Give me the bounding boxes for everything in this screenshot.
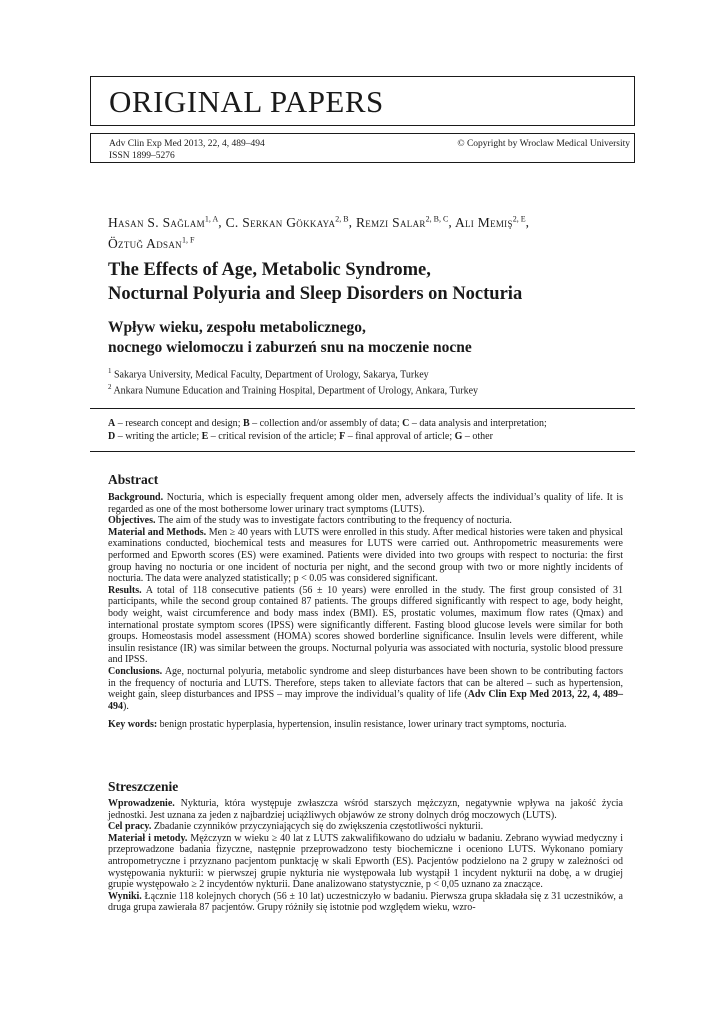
author: Öztuğ Adsan$^{1, F}$ [108, 235, 195, 251]
abstract-methods: Material and Methods. Men ≥ 40 years with LUTS were enrolled in this study. After medical histories were taken and physical examinations conducted, biochemical tests and measures for LUTS were carried out. Anthropometric measurements were performed and Epworth scores (ES) were examined. Patients were divided into two groups with respect to nocturia: the first group having no nocturia or one incident of nocturia per night, and the second group with two or more nightly incidents of nocturia. The data were analyzed statistically; p < 0.05 was considered significant. [108, 526, 624, 585]
affiliation: $^1$ Sakarya University, Medical Faculty, Department of Urology, Sakarya, Turkey [108, 367, 429, 381]
author-list: Hasan S. Sağlam$^{1, A}$, C. Serkan Gökkaya$^{2, B}$, Remzi Salar$^{2, B, C}$, Ali Memiş$^{2, E}$, Öztuğ Adsan$^{1, F}$ [108, 214, 530, 251]
streszczenie-aim: Cel pracy. Zbadanie czynników przyczyniających się do zwiększenia częstotliwości nykturii. [108, 821, 484, 833]
abstract-objectives: Objectives. The aim of the study was to investigate factors contributing to the frequency of nocturia. [108, 515, 512, 527]
streszczenie-results: Wyniki. Łącznie 118 kolejnych chorych (56 ± 10 lat) uczestniczyło w badaniu. Pierwsza grupa składała się z 31 uczestników, a druga grupa zawierała 87 pacjentów. Grupy różniły się istotnie pod względem wieku, wzro- [108, 890, 623, 914]
issn: ISSN 1899–5276 [109, 151, 175, 161]
copyright: © Copyright by Wroclaw Medical University [457, 139, 630, 149]
journal-meta-box [90, 133, 635, 163]
streszczenie-heading: Streszczenie [108, 779, 179, 794]
abstract-conclusions: Conclusions. Age, nocturnal polyuria, metabolic syndrome and sleep disturbances have been shown to be contributing factors in the frequency of nocturia and LUTS. Therefore, steps taken to alleviate factors that can be altered – such as hypertension, weight gain, sleep disturbances and IPSS – may improve the individual’s quality of life (Adv Clin Exp Med 2013, 22, 4, 489–494). [108, 665, 623, 712]
journal-citation [109, 138, 265, 162]
author: Remzi Salar$^{2, B, C}$ [355, 214, 449, 230]
affiliations [108, 365, 628, 398]
affiliation: $^2$ Ankara Numune Education and Training Hospital, Department of Urology, Ankara, Turkey [108, 383, 479, 397]
streszczenie-intro: Wprowadzenie. Nykturia, która występuje zwłaszcza wśród starszych mężczyzn, negatywnie wpływa na jakość życia jednostki. Jest uznana za jeden z najbardziej uciążliwych objawów ze strony dolnych dróg moczowych (LUTS). [108, 798, 623, 821]
abstract-results: Results. A total of 118 consecutive patients (56 ± 10 years) were enrolled in the study. The first group consisted of 31 participants, while the second group contained 87 patients. The groups differed significantly with respect to age, body height, body weight, waist circumference and body mass index (BMI). ES, prostatic volumes, maximum flow rates (Qmax) and international prostate symptom scores (IPSS) were significantly different. Fasting blood glucose levels were similar for both groups. Homeostasis model assessment (HOMA) scores showed borderline significance. Insulin levels were different, while insulin resistance (IR) was similar between the groups. Nocturnal polyuria was associated with nocturia, systolic blood pressure and IPSS. [108, 584, 624, 666]
keywords: Key words: benign prostatic hyperplasia, hypertension, insulin resistance, lower urinary tract symptoms, nocturia. [108, 719, 567, 731]
author: Ali Memiş$^{2, E}$ [454, 214, 526, 230]
abstract-background: Background. Nocturia, which is especially frequent among older men, adversely affects the individual’s quality of life. It is regarded as one of the most bothersome lower urinary tract symptoms (LUTS). [108, 492, 624, 515]
author: Hasan S. Sağlam$^{1, A}$ [108, 214, 219, 230]
journal-line: Adv Clin Exp Med 2013, 22, 4, 489–494 [109, 139, 265, 149]
streszczenie-body [108, 798, 623, 914]
section-header-box [90, 76, 635, 126]
contribution-legend: A – research concept and design; B – collection and/or assembly of data; C – data analysis and interpretation; D – writing the article; E – critical revision of the article; F – final approval of article; G – other [90, 408, 635, 452]
abstract-heading: Abstract [108, 472, 159, 487]
author: C. Serkan Gökkaya$^{2, B}$ [225, 214, 349, 230]
section-title: ORIGINAL PAPERS [109, 84, 384, 119]
abstract-body [108, 492, 623, 731]
streszczenie-methods: Materiał i metody. Mężczyzn w wieku ≥ 40 lat z LUTS zakwalifikowano do udziału w badaniu. Zebrano wywiad medyczny i przeprowadzone badania fizyczne, następnie przeprowadzono testy biochemiczne i oceniono LUTS. Wykonano pomiary antropometryczne i przyznano pacjentom punktację w skali Epworth (ES). Pacjentów podzielono na 2 grupy w zależności od występowania nykturii: w pierwszej grupie nykturia nie występowała lub wystąpił 1 incydent nykturii na dobę, a w drugiej grupie występowało ≥ 2 incydentów nykturii. Dane analizowano statystycznie, p < 0,05 uznano za znaczące. [108, 832, 623, 891]
article-title-polish: Wpływ wieku, zespołu metabolicznego, nocnego wielomoczu i zaburzeń snu na moczenie nocne [108, 319, 472, 356]
article-title-english: The Effects of Age, Metabolic Syndrome, Nocturnal Polyuria and Sleep Disorders on Nocturia [108, 260, 523, 304]
